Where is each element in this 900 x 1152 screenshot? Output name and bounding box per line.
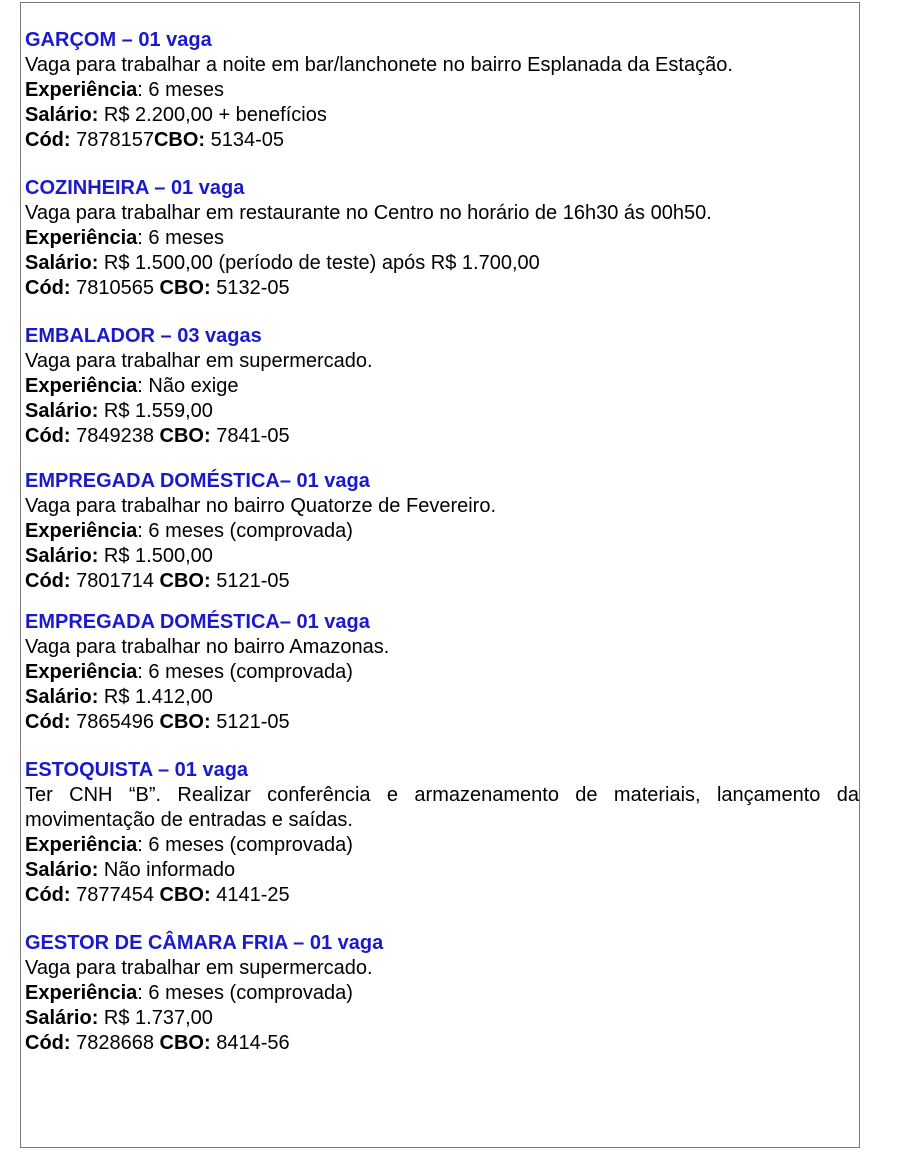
job-title: EMPREGADA DOMÉSTICA– 01 vaga bbox=[25, 611, 370, 633]
experience-label: Experiência bbox=[25, 375, 138, 397]
salary-value: R$ 2.200,00 + benefícios bbox=[98, 104, 327, 126]
cbo-label: CBO: bbox=[159, 570, 211, 592]
experience-label: Experiência bbox=[25, 79, 138, 101]
experience-label: Experiência bbox=[25, 227, 138, 249]
job-codes bbox=[25, 883, 859, 908]
code-value: 7878157 bbox=[70, 129, 154, 151]
salary-value: R$ 1.500,00 bbox=[98, 545, 213, 567]
experience-value: : 6 meses bbox=[137, 227, 224, 249]
job-item-embalador bbox=[25, 324, 859, 449]
salary-label: Salário: bbox=[25, 252, 99, 274]
job-experience bbox=[25, 226, 859, 251]
experience-value: : 6 meses (comprovada) bbox=[137, 834, 353, 856]
job-experience bbox=[25, 519, 859, 544]
salary-label: Salário: bbox=[25, 1007, 99, 1029]
code-value: 7810565 bbox=[70, 277, 160, 299]
job-description: Vaga para trabalhar a noite em bar/lanchonete no bairro Esplanada da Estação. bbox=[25, 54, 733, 76]
experience-label: Experiência bbox=[25, 661, 138, 683]
job-salary bbox=[25, 685, 859, 710]
job-item-empregada-domestica-2 bbox=[25, 610, 859, 735]
experience-label: Experiência bbox=[25, 834, 138, 856]
job-salary bbox=[25, 103, 859, 128]
job-description: Vaga para trabalhar no bairro Amazonas. bbox=[25, 636, 390, 658]
salary-value: R$ 1.500,00 (período de teste) após R$ 1.700,00 bbox=[98, 252, 540, 274]
salary-value: Não informado bbox=[98, 859, 236, 881]
job-experience bbox=[25, 78, 859, 103]
job-salary bbox=[25, 1006, 859, 1031]
cbo-label: CBO: bbox=[159, 884, 211, 906]
experience-label: Experiência bbox=[25, 520, 138, 542]
job-title: ESTOQUISTA – 01 vaga bbox=[25, 759, 249, 781]
salary-label: Salário: bbox=[25, 400, 99, 422]
job-codes bbox=[25, 569, 859, 594]
experience-value: : 6 meses bbox=[137, 79, 224, 101]
cbo-value: 7841-05 bbox=[210, 425, 290, 447]
cbo-value: 8414-56 bbox=[210, 1032, 290, 1054]
job-title: GESTOR DE CÂMARA FRIA – 01 vaga bbox=[25, 932, 384, 954]
code-label: Cód: bbox=[25, 711, 71, 733]
salary-label: Salário: bbox=[25, 545, 99, 567]
code-label: Cód: bbox=[25, 1032, 71, 1054]
cbo-label: CBO: bbox=[153, 129, 206, 151]
code-value: 7877454 bbox=[70, 884, 160, 906]
job-description: Vaga para trabalhar em supermercado. bbox=[25, 957, 373, 979]
job-experience bbox=[25, 981, 859, 1006]
salary-label: Salário: bbox=[25, 686, 99, 708]
job-item-gestor-camara-fria bbox=[25, 931, 859, 1056]
experience-value: : 6 meses (comprovada) bbox=[137, 661, 353, 683]
job-codes bbox=[25, 276, 859, 301]
job-salary bbox=[25, 858, 859, 883]
job-salary bbox=[25, 399, 859, 424]
job-title: EMBALADOR – 03 vagas bbox=[25, 325, 262, 347]
salary-label: Salário: bbox=[25, 104, 99, 126]
job-codes bbox=[25, 128, 859, 153]
cbo-value: 5121-05 bbox=[210, 711, 290, 733]
cbo-label: CBO: bbox=[159, 711, 211, 733]
salary-value: R$ 1.737,00 bbox=[98, 1007, 213, 1029]
job-description: Vaga para trabalhar em restaurante no Centro no horário de 16h30 ás 00h50. bbox=[25, 202, 712, 224]
job-codes bbox=[25, 710, 859, 735]
experience-label: Experiência bbox=[25, 982, 138, 1004]
job-experience bbox=[25, 374, 859, 399]
cbo-value: 4141-25 bbox=[210, 884, 290, 906]
cbo-label: CBO: bbox=[159, 277, 211, 299]
cbo-label: CBO: bbox=[159, 1032, 211, 1054]
job-description: Ter CNH “B”. Realizar conferência e armazenamento de materiais, lançamento da movimentação de entradas e saídas. bbox=[25, 784, 859, 831]
code-value: 7849238 bbox=[70, 425, 160, 447]
job-item-garcom bbox=[25, 28, 859, 153]
cbo-value: 5132-05 bbox=[210, 277, 290, 299]
experience-value: : 6 meses (comprovada) bbox=[137, 982, 353, 1004]
salary-value: R$ 1.412,00 bbox=[98, 686, 213, 708]
job-title: GARÇOM – 01 vaga bbox=[25, 29, 212, 51]
experience-value: : Não exige bbox=[137, 375, 239, 397]
experience-value: : 6 meses (comprovada) bbox=[137, 520, 353, 542]
salary-label: Salário: bbox=[25, 859, 99, 881]
salary-value: R$ 1.559,00 bbox=[98, 400, 213, 422]
job-codes bbox=[25, 1031, 859, 1056]
job-item-estoquista bbox=[25, 758, 859, 908]
job-title: COZINHEIRA – 01 vaga bbox=[25, 177, 245, 199]
code-value: 7801714 bbox=[70, 570, 160, 592]
job-item-cozinheira bbox=[25, 176, 859, 301]
cbo-value: 5134-05 bbox=[205, 129, 285, 151]
job-experience bbox=[25, 833, 859, 858]
code-label: Cód: bbox=[25, 884, 71, 906]
code-value: 7828668 bbox=[70, 1032, 160, 1054]
job-listing bbox=[25, 28, 859, 1056]
job-codes bbox=[25, 424, 859, 449]
job-description: Vaga para trabalhar no bairro Quatorze de Fevereiro. bbox=[25, 495, 497, 517]
code-label: Cód: bbox=[25, 425, 71, 447]
code-label: Cód: bbox=[25, 277, 71, 299]
code-value: 7865496 bbox=[70, 711, 160, 733]
code-label: Cód: bbox=[25, 129, 71, 151]
job-item-empregada-domestica-1 bbox=[25, 469, 859, 594]
job-description: Vaga para trabalhar em supermercado. bbox=[25, 350, 373, 372]
cbo-label: CBO: bbox=[159, 425, 211, 447]
document-frame bbox=[20, 2, 860, 1148]
job-title: EMPREGADA DOMÉSTICA– 01 vaga bbox=[25, 470, 370, 492]
cbo-value: 5121-05 bbox=[210, 570, 290, 592]
job-salary bbox=[25, 251, 859, 276]
code-label: Cód: bbox=[25, 570, 71, 592]
job-experience bbox=[25, 660, 859, 685]
job-salary bbox=[25, 544, 859, 569]
